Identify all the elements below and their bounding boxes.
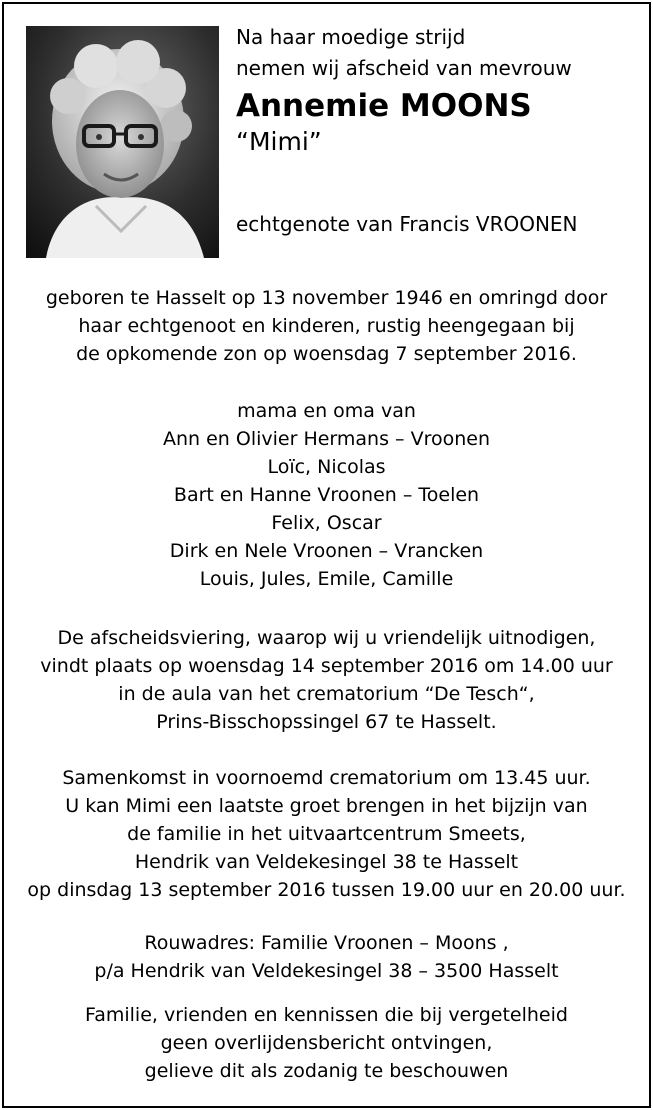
- address-text: [4, 929, 649, 985]
- family-line: Louis, Jules, Emile, Camille: [199, 568, 454, 590]
- birth-line: de opkomende zon op woensdag 7 september 2016.: [76, 343, 577, 365]
- portrait-photo: [26, 26, 219, 258]
- family-line: Ann en Olivier Hermans – Vroonen: [162, 428, 490, 450]
- family-line: Felix, Oscar: [271, 512, 382, 534]
- gathering-line: U kan Mimi een laatste groet brengen in het bijzijn van: [65, 795, 588, 817]
- birth-line: geboren te Hasselt op 13 november 1946 en omringd door: [45, 287, 608, 309]
- nickname: “Mimi”: [236, 127, 322, 156]
- deceased-name: Annemie MOONS: [236, 88, 532, 124]
- gathering-line: Samenkomst in voornoemd crematorium om 13.45 uur.: [62, 767, 591, 789]
- family-line: mama en oma van: [237, 400, 416, 422]
- gathering-line: op dinsdag 13 september 2016 tussen 19.00 uur en 20.00 uur.: [27, 879, 626, 901]
- spouse-line: echtgenote van Francis VROONEN: [236, 212, 578, 236]
- ceremony-line: Prins-Bisschopssingel 67 te Hasselt.: [156, 711, 497, 733]
- ceremony-line: vindt plaats op woensdag 14 september 2016 om 14.00 uur: [40, 655, 613, 677]
- family-line: Dirk en Nele Vroonen – Vrancken: [169, 540, 484, 562]
- notice-line: geen overlijdensbericht ontvingen,: [160, 1032, 493, 1054]
- address-line: p/a Hendrik van Veldekesingel 38 – 3500 Hasselt: [94, 960, 559, 982]
- family-list: [4, 397, 649, 593]
- notice-line: Familie, vrienden en kennissen die bij vergetelheid: [85, 1004, 568, 1026]
- gathering-line: Hendrik van Veldekesingel 38 te Hasselt: [134, 851, 519, 873]
- gathering-line: de familie in het uitvaartcentrum Smeets,: [127, 823, 526, 845]
- ceremony-text: [4, 624, 649, 736]
- header: [236, 22, 636, 158]
- birth-line: haar echtgenoot en kinderen, rustig heengegaan bij: [78, 315, 575, 337]
- ceremony-line: in de aula van het crematorium “De Tesch“,: [118, 683, 535, 705]
- notice-text: [4, 1001, 649, 1085]
- ceremony-line: De afscheidsviering, waarop wij u vriendelijk uitnodigen,: [57, 627, 596, 649]
- gathering-text: [4, 764, 649, 904]
- obituary-card: [2, 2, 651, 1108]
- notice-line: gelieve dit als zodanig te beschouwen: [144, 1060, 509, 1082]
- intro-line-1: Na haar moedige strijd: [236, 25, 466, 49]
- family-line: Bart en Hanne Vroonen – Toelen: [173, 484, 480, 506]
- address-line: Rouwadres: Familie Vroonen – Moons ,: [144, 932, 509, 954]
- birth-text: [4, 284, 649, 368]
- family-line: Loïc, Nicolas: [267, 456, 386, 478]
- intro-line-2: nemen wij afscheid van mevrouw: [236, 56, 572, 80]
- portrait-image: [26, 26, 219, 258]
